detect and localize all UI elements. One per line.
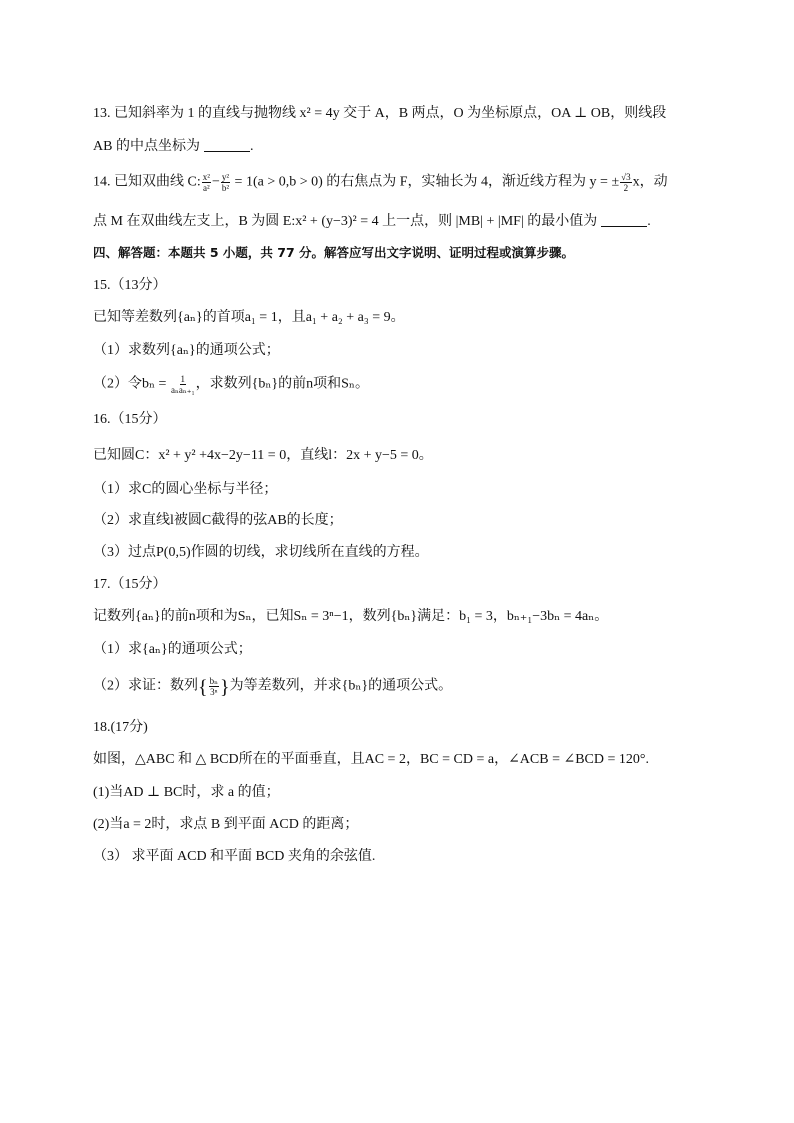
frac-num: 1 xyxy=(180,374,186,384)
q14-text-pre: 14. 已知双曲线 C: xyxy=(93,174,201,190)
q16-stem-text: 已知圆C：x² + y² +4x−2y−11 = 0，直线l：2x + y−5 = 0。 xyxy=(93,448,433,463)
q13-text-1: 13. 已知斜率为 1 的直线与抛物线 x² = 4y 交于 A，B 两点，O 为坐标原点，OA ⊥ OB，则线段 xyxy=(93,106,667,121)
q14-text-mid: = 1(a > 0,b > 0) 的右焦点为 F，实轴长为 4，渐近线方程为 y = ± xyxy=(231,174,620,190)
frac-den: 2 xyxy=(623,183,629,193)
q14-text-2: 点 M 在双曲线左支上，B 为圆 E:x² + (y−3)² = 4 上一点，则 |MB| + |MF| 的最小值为 xyxy=(93,214,598,229)
q18-part-2 xyxy=(93,815,358,835)
q18-part-1 xyxy=(93,783,280,803)
fraction-x2-a2 xyxy=(202,172,211,193)
q18-part-3 xyxy=(93,847,375,867)
q18-stem xyxy=(93,750,649,770)
q18-part-2-text: (2)当a = 2时，求点 B 到平面 ACD 的距离； xyxy=(93,817,359,832)
section-4-text: 四、解答题：本题共 5 小题，共 77 分。解答应写出文字说明、证明过程或演算步骤。 xyxy=(93,245,575,260)
q18-head-text: 18.(17分) xyxy=(93,720,148,735)
frac-den: a² xyxy=(202,183,210,193)
q17-part-1 xyxy=(93,640,252,660)
fraction-bn-3n xyxy=(209,676,219,697)
q14-line-1: 14. 已知双曲线 C: $\frac{\text{x²}}{\text{a²}}$ − $\frac{\text{y²}}{\text{b²}}$ = 1(a > 0,b > 0) 的右焦点为 F，实轴长为 4，渐近线方程为 y = ± $\frac{√3}{2}$ x，动 xyxy=(93,172,668,193)
q15-head-text: 15.（13分） xyxy=(93,278,167,293)
q16-part-2-text: （2）求直线l被圆C截得的弦AB的长度； xyxy=(93,513,343,528)
q16-part-1-text: （1）求C的圆心坐标与半径； xyxy=(93,482,278,497)
q16-part-2 xyxy=(93,511,343,531)
fraction-sqrt3-2 xyxy=(620,172,631,193)
fraction-y2-b2 xyxy=(221,172,230,193)
q13-text-2: AB 的中点坐标为 xyxy=(93,139,200,154)
q15-part-2-post: ，求数列{bₙ}的前n项和Sₙ。 xyxy=(195,376,369,392)
q18-stem-text: 如图，△ABC 和 △ BCD所在的平面垂直，且AC = 2，BC = CD = a，∠ACB = ∠BCD = 120°. xyxy=(93,752,650,767)
q17-head xyxy=(93,575,167,595)
frac-den: b² xyxy=(221,183,230,193)
q17-head-text: 17.（15分） xyxy=(93,577,167,592)
q13-line-2: AB 的中点坐标为 . xyxy=(93,139,254,154)
q16-head xyxy=(93,410,167,430)
q15-part-1-text: （1）求数列{aₙ}的通项公式； xyxy=(93,343,280,358)
fraction-1-anan1 xyxy=(171,374,195,395)
q17-stem xyxy=(93,607,608,627)
q13-line-1 xyxy=(93,104,666,124)
answer-blank xyxy=(204,137,250,152)
q15-part-1 xyxy=(93,341,280,361)
q16-part-3-text: （3）过点P(0,5)作圆的切线，求切线所在直线的方程。 xyxy=(93,545,429,560)
q17-part-2-pre: （2）求证：数列 xyxy=(93,678,198,694)
section-heading xyxy=(93,243,574,263)
q17-part-2: （2）求证：数列{ $\frac{\text{bₙ}}{\text{3ⁿ}}$ }为等差数列，并求{bₙ}的通项公式。 xyxy=(93,676,453,699)
q15-part-2 xyxy=(93,374,369,395)
q17-part-2-post: 为等差数列，并求{bₙ}的通项公式。 xyxy=(229,678,453,694)
frac-den: 3ⁿ xyxy=(210,687,218,697)
q14-line-2: 点 M 在双曲线左支上，B 为圆 E:x² + (y−3)² = 4 上一点，则 |MB| + |MF| 的最小值为 . xyxy=(93,214,651,229)
frac-num: bₙ xyxy=(209,676,219,686)
frac-num: x² xyxy=(202,172,210,182)
q15-stem-text: 已知等差数列{aₙ}的首项a₁ = 1，且a₁ + a₂ + a₃ = 9。 xyxy=(93,310,405,325)
q16-head-text: 16.（15分） xyxy=(93,412,167,427)
q15-part-2-pre: （2）令bₙ = xyxy=(93,376,170,392)
q17-stem-text: 记数列{aₙ}的前n项和为Sₙ，已知Sₙ = 3ⁿ−1，数列{bₙ}满足：b₁ = 3，bₙ₊₁−3bₙ = 4aₙ。 xyxy=(93,609,609,624)
q17-part-1-text: （1）求{aₙ}的通项公式； xyxy=(93,642,252,657)
frac-num: y² xyxy=(221,172,230,182)
q15-stem xyxy=(93,308,405,328)
q18-part-1-text: (1)当AD ⊥ BC时，求 a 的值； xyxy=(93,785,280,800)
q16-stem xyxy=(93,446,433,466)
frac-num: √3 xyxy=(621,172,631,182)
q14-text-post: x，动 xyxy=(632,174,668,190)
q16-part-3 xyxy=(93,543,429,563)
answer-blank xyxy=(601,212,647,227)
q18-part-3-text: （3） 求平面 ACD 和平面 BCD 夹角的余弦值. xyxy=(93,849,376,864)
frac-den: aₙaₙ₊₁ xyxy=(170,385,195,395)
q15-head xyxy=(93,276,167,296)
q16-part-1 xyxy=(93,480,277,500)
q18-head xyxy=(93,718,148,738)
